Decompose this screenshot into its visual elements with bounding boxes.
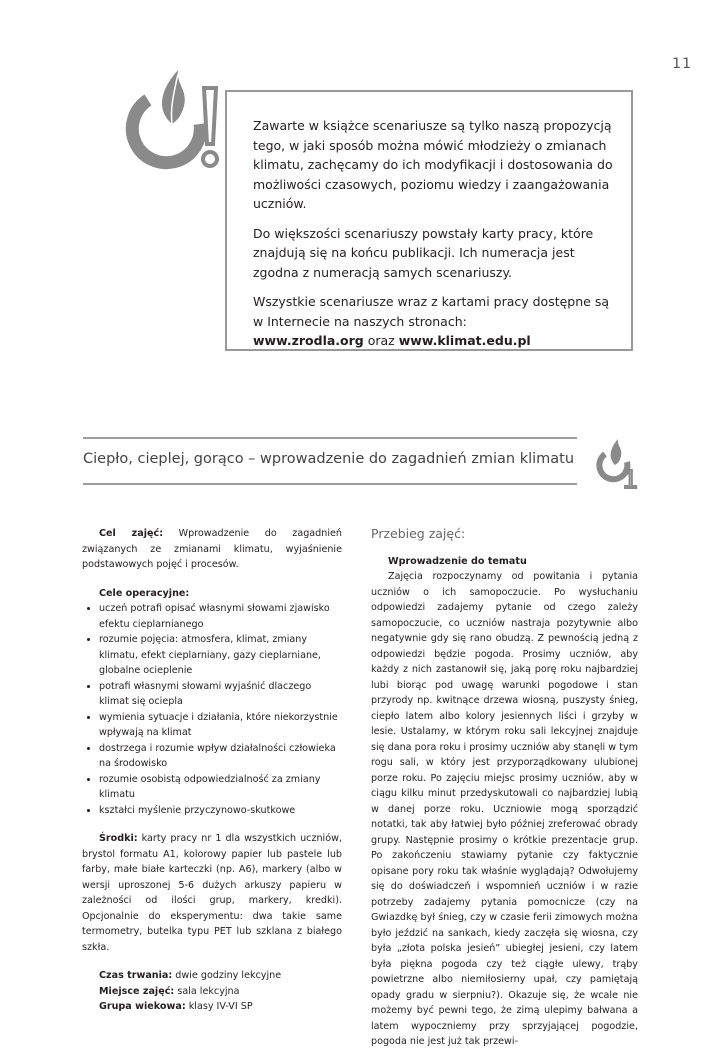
means-label: Środki: <box>99 833 138 844</box>
notice-paragraph-3-text: Wszystkie scenariusze wraz z kartami pracy dostępne są w Internecie na naszych stronach: <box>253 294 609 329</box>
scenario-number: 1 <box>623 464 638 490</box>
list-item: • wymienia sytuacje i działania, które niekorzystnie wpływają na klimat <box>99 710 342 741</box>
list-item: • kształci myślenie przyczynowo-skutkowe <box>99 803 342 819</box>
intro-subheading: Wprowadzenie do tematu <box>388 555 527 567</box>
title-rule-bottom <box>83 483 577 485</box>
left-column <box>82 526 342 1015</box>
page-number: 11 <box>672 56 692 72</box>
title-rule-top <box>83 437 577 439</box>
goal-label: Cel zajęć: <box>99 528 164 539</box>
leaf-exclamation-icon <box>118 62 238 182</box>
means-text: karty pracy nr 1 dla wszystkich uczniów, brystol formatu A1, kolorowy papier lub pastele lub farby, małe białe karteczki (np. A6), markery (albo w wersji uproszonej 5-6 dużych arkuszy papieru w zależności od ilości grup, markery, kredki). Opcjonalnie do eksperymentu: dwa takie same termometry, butelka typu PET lub szklana z białego szkła. <box>82 833 342 953</box>
age-group <box>99 999 342 1015</box>
list-item: • rozumie pojęcia: atmosfera, klimat, zmiany klimatu, efekt cieplarniany, gazy cieplarniane, globalne ocieplenie <box>99 632 342 679</box>
link-klimat[interactable]: www.klimat.edu.pl <box>398 333 531 348</box>
duration <box>99 968 342 984</box>
place-text: sala lekcyjna <box>177 985 240 997</box>
age-label: Grupa wiekowa: <box>99 1001 186 1012</box>
list-item: • rozumie osobistą odpowiedzialność za zmiany klimatu <box>99 772 342 803</box>
ops-label: Cele operacyjne: <box>99 587 190 599</box>
notice-paragraph-2: Do większości scenariuszy powstały karty pracy, które znajdują się na końcu publikacji. Ich numeracja jest zgodna z numeracją samych scenariuszy. <box>253 225 594 280</box>
goal <box>82 526 342 573</box>
means <box>82 831 342 955</box>
duration-label: Czas trwania: <box>99 970 173 981</box>
right-column <box>371 526 638 1050</box>
notice-and: oraz <box>367 333 395 348</box>
age-text: klasy IV-VI SP <box>188 1001 253 1012</box>
scenario-number-icon <box>596 434 640 490</box>
list-item: • dostrzega i rozumie wpływ działalności człowieka na środowisko <box>99 741 342 772</box>
ops-list <box>82 601 342 818</box>
place <box>99 984 342 1000</box>
procedure-body: Zajęcia rozpoczynamy od powitania i pytania uczniów o ich samopoczucie. Po wysłuchaniu odpowiedzi zadajemy pytanie od czego zależy samopoczucie, co uczniów nastraja pozytywnie albo negatywnie gdy się rano obudzą. Z pewnością jedną z odpowiedzi będzie pogoda. Prosimy uczniów, aby każdy z nich zastanowił się, jaką porę roku najbardziej lubi biorąc pod uwagę warunki pogodowe i stan przyrody np. kwitnące drzewa wiosną, puszysty śnieg, ciepło latem albo kolory jesiennych liści i grzyby w lesie. Ustalamy, w którym roku sali lekcyjnej znajduje się dana pora roku i prosimy uczniów aby stanęli w tym rogu sali, w który jest przyporządkowany ulubionej porze roku. Po zajęciu miejsc prosimy uczniów, aby w ciągu kilku minut przedyskutowali co najbardziej lubią w danej porze roku. Uczniowie mogą sporządzić notatki, tak aby łatwiej było później zreferować obrady grupy. Następnie prosimy o krótkie prezentacje grup. Po zakończeniu stawiamy pytanie czy faktycznie opisane pory roku tak właśnie wyglądają? Odwołujemy się do doświadczeń i wspomnień uczniów i w razie potrzeby zadajemy pytania pomocnicze (czy na Gwiazdkę był śnieg, czy w czasie ferii zimowych można było jeździć na sankach, kiedy zaczęła się wiosna, czy była „złota polska jesień” ubiegłej jesieni, czy latem była piękna pogoda czy też ciągłe ulewy, trąby powietrzne albo niemiłosierny upał, czy pamiętają opady gradu w sierpniu?). Okazuje się, że wcale nie możemy być pewni tego, że zimą ulepimy bałwana a latem wypoczniemy przy sprzyjającej pogodzie, pogoda nie jest już tak przewi- <box>371 571 638 1047</box>
notice-text <box>253 116 613 361</box>
notice-paragraph-3 <box>253 292 613 351</box>
list-item: • uczeń potrafi opisać własnymi słowami zjawisko efektu cieplarnianego <box>99 601 342 632</box>
duration-text: dwie godziny lekcyjne <box>175 970 282 981</box>
section-title: Ciepło, cieplej, gorąco – wprowadzenie do zagadnień zmian klimatu <box>83 451 575 467</box>
notice-paragraph-1: Zawarte w książce scenariusze są tylko naszą propozycją tego, w jaki sposób można mówić młodzieży o zmianach klimatu, zachęcamy do ich modyfikacji i dostosowania do możliwości czasowych, poziomu wiedzy i zaangażowania uczniów. <box>253 118 613 211</box>
procedure-heading: Przebieg zajęć: <box>371 526 466 541</box>
goal-text: Wprowadzenie do zagadnień związanych ze zmianami klimatu, wyjaśnienie podstawowych pojęć i procesów. <box>82 528 342 570</box>
place-label: Miejsce zajęć: <box>99 985 175 997</box>
link-zrodla[interactable]: www.zrodla.org <box>253 333 364 348</box>
list-item: • potrafi własnymi słowami wyjaśnić dlaczego klimat się ociepla <box>99 679 342 710</box>
